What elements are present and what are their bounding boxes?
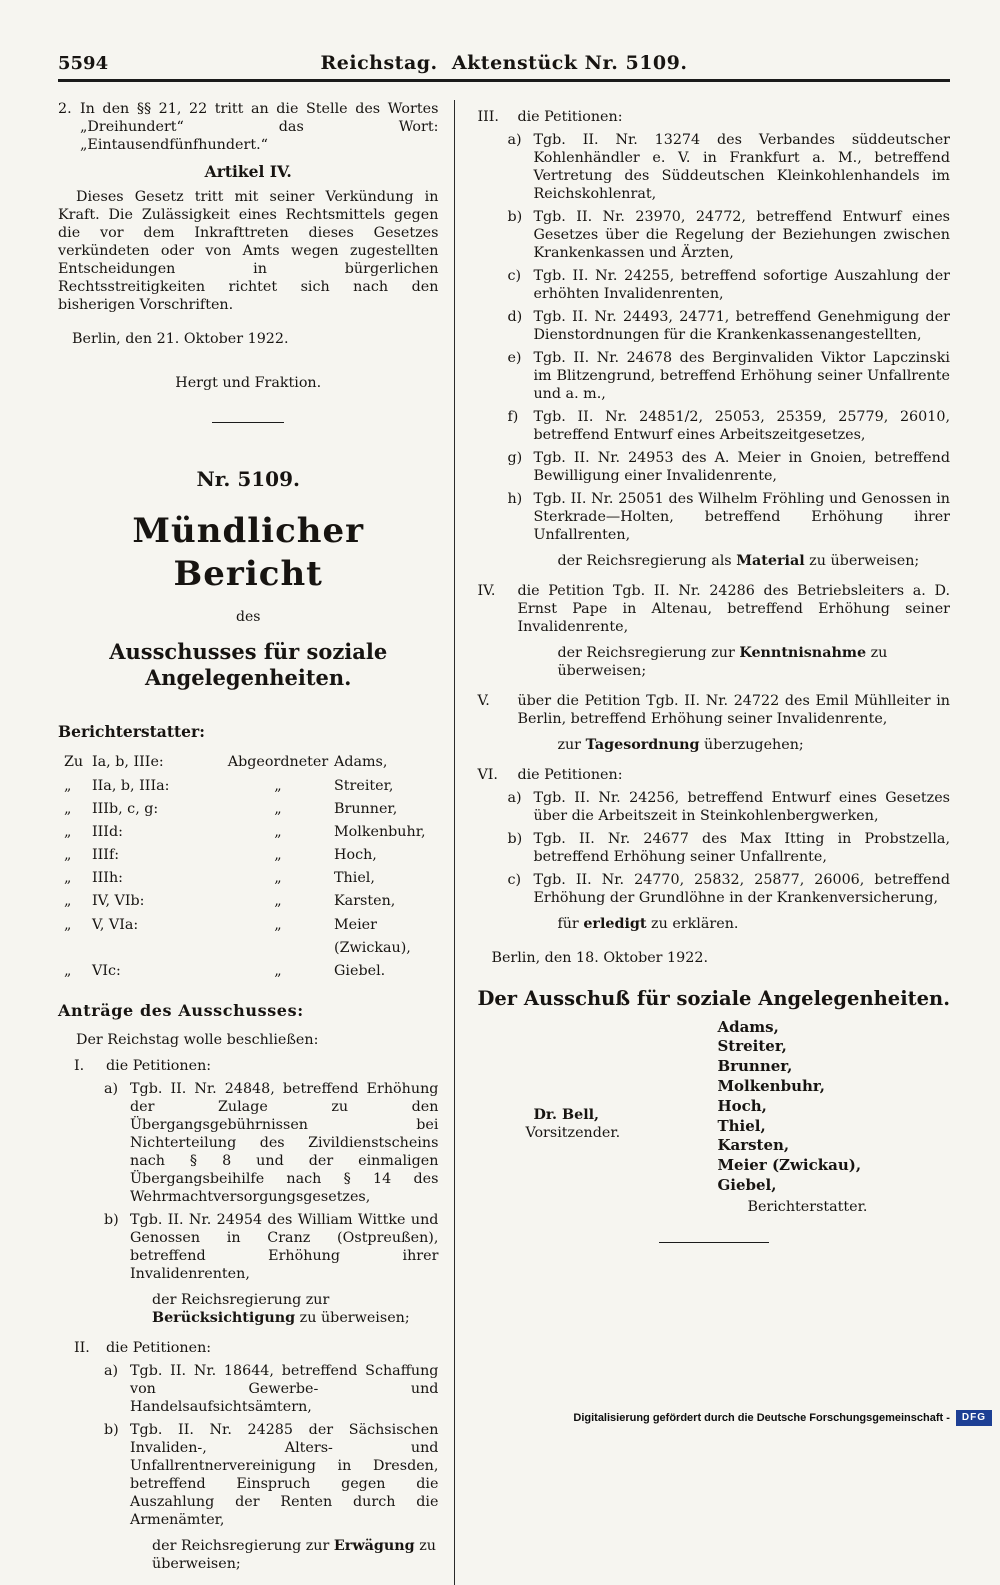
item-marker: g) [507,450,523,466]
chairman-signature [477,1018,717,1216]
item-marker: b) [507,209,523,225]
rapporteur-title: „ [274,916,282,933]
item-marker: 2. [58,101,72,117]
scan-footer [0,1410,992,1426]
rapporteur-name: Meier (Zwickau), [334,916,411,956]
separator-rule [212,422,284,423]
petition-item [507,490,950,544]
rapporteur-table [64,751,438,983]
section-title: die Petitionen: [106,1340,212,1357]
item-marker: a) [507,790,522,806]
dfg-logo: DFG [956,1410,992,1426]
section-text: die Petition Tgb. II. Nr. 24286 des Betriebsleiters a. D. Ernst Pape in Altenau, betreffend Erhöhung seiner Invalidenrente, [517,583,950,635]
rapporteur-name: Molkenbuhr, [334,823,426,840]
page-header [58,52,950,82]
resolution-pre: der Reichsregierung zur [152,1538,334,1555]
resolution-pre: zur [557,737,586,753]
section-number: VI. [477,767,498,783]
rapporteur-scope: IIa, b, IIIa: [92,777,170,794]
rapporteur-scope: IIIb, c, g: [92,800,159,817]
separator-rule-bottom [659,1242,769,1243]
resolution-emphasis: Erwägung [333,1538,415,1555]
petition-item [507,789,950,825]
rapporteur-scope: IIIf: [92,847,120,864]
rapporteur-name: Giebel. [334,962,386,979]
rapporteur-title: „ [274,823,282,840]
resolution-pre: der Reichsregierung zur [152,1292,330,1309]
resolution-pre: für [557,916,584,932]
rapporteur-heading: Berichterstatter: [58,721,205,741]
ditto-mark: „ [64,847,72,864]
rapporteur-name: Hoch, [334,847,377,864]
ditto-mark: „ [64,916,72,933]
section-title: die Petitionen: [106,1058,212,1075]
section-iii-items [507,131,950,544]
section-ii-resolution [152,1537,438,1573]
rapporteur-row [64,798,438,821]
section-title: die Petitionen: [517,109,623,125]
section-vi-heading [477,766,950,784]
section-number: IV. [477,583,496,599]
rapporteur-scope: VIc: [92,962,121,979]
ditto-mark: „ [64,777,72,794]
section-i-resolution [152,1291,438,1327]
section-iv [477,582,950,636]
resolution-post: überzugehen; [699,737,804,753]
rapporteur-name: Brunner, [334,800,398,817]
beschluss-intro: Der Reichstag wolle beschließen: [76,1032,319,1049]
petition-item [507,308,950,344]
item-text: Tgb. II. Nr. 23970, 24772, betreffend Entwurf eines Gesetzes über die Regelung der Beziehungen zwischen Krankenkassen und Ärzten, [533,209,950,261]
item-text: Tgb. II. Nr. 24848, betreffend Erhöhung der Zulage zu den Übergangsgebührnissen bei Nichterteilung des Zivildienstscheins nach § 8 und der einmaligen Übergangsbeihilfe nach § 14 des Wehrmachtversorgungsgesetzes, [130,1081,439,1206]
section-vi-resolution [557,915,950,933]
item-text: Tgb. II. Nr. 24285 der Sächsischen Invaliden-, Alters- und Unfallrentnervereinigung in Dresden, betreffend Einspruch gegen die Auszahlung der Renten durch die Armenämter, [130,1422,439,1529]
rapporteur-name: Karsten, [334,893,396,910]
resolution-pre: der Reichsregierung als [557,553,737,569]
petition-item [507,131,950,203]
petition-item [507,408,950,444]
item-text: Tgb. II. Nr. 24255, betreffend sofortige Auszahlung der erhöhten Invalidenrenten, [533,268,950,302]
amendment-item-2 [58,100,438,154]
section-ii-items [104,1362,438,1529]
section-iii-heading [477,108,950,126]
ditto-mark: Zu [64,754,84,771]
signatory: Molkenbuhr, [717,1076,825,1095]
section-number: V. [477,693,490,709]
artikel-iv-text: Dieses Gesetz tritt mit seiner Verkündung in Kraft. Die Zulässigkeit eines Rechtsmittels gegen die vor dem Inkrafttreten dieses Gesetzes verkündeten oder von Amts wegen zugestellten Entscheidungen in bürgerlichen Rechtsstreitigkeiten richtet sich nach den bisherigen Vorschriften. [58,188,439,313]
signatory: Karsten, [717,1136,790,1155]
section-number: I. [74,1058,85,1075]
signatory: Thiel, [717,1116,766,1135]
item-text: Tgb. II. Nr. 25051 des Wilhelm Fröhling und Genossen in Sterkrade—Holten, betreffend Erhöhung ihrer Unfallrenten, [533,491,950,543]
petition-item [507,449,950,485]
rapporteur-row [64,775,438,798]
resolution-post: zu überweisen; [152,1538,436,1573]
petition-item [104,1421,438,1529]
petition-item [104,1080,438,1206]
section-iii-resolution [557,552,950,570]
rapporteur-title: „ [274,870,282,887]
rapporteur-row [64,890,438,913]
resolution-pre: der Reichsregierung zur [557,645,740,661]
rapporteur-scope: V, VIa: [92,916,139,933]
section-v [477,692,950,728]
item-marker: b) [507,831,523,847]
rapporteur-title: „ [274,847,282,864]
petition-item [507,830,950,866]
rapporteur-scope: IIId: [92,823,123,840]
fraktion-signature: Hergt und Fraktion. [175,374,322,391]
section-number: III. [477,109,499,125]
item-marker: d) [507,309,523,325]
item-text: Tgb. II. Nr. 24954 des William Wittke und Genossen in Cranz (Ostpreußen), betreffend Erhöhung ihrer Invalidenrenten, [130,1212,439,1283]
item-marker: a) [104,1363,119,1380]
petition-item [507,349,950,403]
item-text: Tgb. II. Nr. 24953 des A. Meier in Gnoien, betreffend Bewilligung einer Invalidenrente, [533,450,950,484]
petition-item [507,208,950,262]
signatory: Meier (Zwickau), [717,1156,862,1175]
item-text: Tgb. II. Nr. 24851/2, 25053, 25359, 25779, 26010, betreffend Entwurf eines Arbeitszeitgesetzes, [533,409,950,443]
ditto-mark: „ [64,800,72,817]
resolution-post: zu überweisen; [295,1310,410,1327]
chairman-name: Dr. Bell, [533,1106,600,1123]
section-text: über die Petition Tgb. II. Nr. 24722 des Emil Mühlleiter in Berlin, betreffend Erhöhung seiner Invalidenrente, [517,693,950,727]
chairman-role: Vorsitzender. [525,1124,621,1141]
item-marker: f) [507,409,519,425]
signatories-role: Berichterstatter. [747,1198,868,1215]
signatory: Brunner, [717,1057,793,1076]
report-subtitle: Ausschusses für soziale Angelegenheiten. [109,638,388,691]
item-text: Tgb. II. Nr. 24493, 24771, betreffend Genehmigung der Dienstordnungen für die Krankenkassenangestellten, [533,309,950,343]
item-text: Tgb. II. Nr. 24256, betreffend Entwurf eines Gesetzes über die Arbeitszeit in Steinkohlenbergwerken, [533,790,950,824]
rapporteur-row [64,751,438,774]
signatory: Hoch, [717,1096,767,1115]
item-marker: c) [507,268,522,284]
rapporteur-row [64,821,438,844]
rapporteur-title: „ [274,893,282,910]
item-marker: a) [104,1081,119,1098]
item-text: Tgb. II. Nr. 24678 des Berginvaliden Viktor Lapczinski im Blitzengrund, betreffend Erhöhung seiner Unfallrente und a. m., [533,350,950,402]
rapporteur-title: „ [274,962,282,979]
petition-item [104,1362,438,1416]
item-marker: e) [507,350,522,366]
resolution-emphasis: Tagesordnung [585,737,700,753]
dateline-left: Berlin, den 21. Oktober 1922. [72,330,289,347]
petition-item [507,871,950,907]
header-title: Reichstag. Aktenstück Nr. 5109. [320,52,688,74]
item-text: Tgb. II. Nr. 13274 des Verbandes süddeutscher Kohlenhändler e. V. in Frankfurt a. M., betreffend Vertretung des Süddeutschen Kleinkohlenhandels im Reichskohlenrat, [533,132,950,202]
report-connector: des [236,609,261,626]
signatory: Streiter, [717,1037,787,1056]
committee-closing: Der Ausschuß für soziale Angelegenheiten. [477,987,950,1010]
section-i-items [104,1080,438,1283]
signatories-list [717,1018,950,1216]
resolution-emphasis: erledigt [583,916,647,932]
item-marker: h) [507,491,523,507]
item-marker: c) [507,872,522,888]
ditto-mark: „ [64,962,72,979]
rapporteur-row [64,914,438,960]
section-vi-items [507,789,950,907]
item-text: In den §§ 21, 22 tritt an die Stelle des Wortes „Dreihundert“ das Wort: „Eintausendfünfhundert.“ [80,101,439,153]
rapporteur-scope: IV, VIb: [92,893,145,910]
item-text: Tgb. II. Nr. 24677 des Max Itting in Probstzella, betreffend Erhöhung seiner Unfallrente, [533,831,950,865]
signature-block [477,1018,950,1216]
artikel-iv-heading: Artikel IV. [204,162,292,181]
rapporteur-name: Adams, [334,754,388,771]
section-iv-resolution [557,644,950,680]
section-ii-heading [58,1339,438,1357]
ditto-mark: „ [64,893,72,910]
dateline-right: Berlin, den 18. Oktober 1922. [491,950,708,966]
resolution-post: zu erklären. [646,916,739,932]
rapporteur-name: Thiel, [334,870,375,887]
rapporteur-title: Abgeordneter [227,754,329,771]
rapporteur-title: „ [274,800,282,817]
rapporteur-title: „ [274,777,282,794]
item-text: Tgb. II. Nr. 24770, 25832, 25877, 26006, betreffend Erhöhung der Grundlöhne in der Krankenversicherung, [533,872,950,906]
resolution-emphasis: Material [736,553,805,569]
page-number: 5594 [58,53,109,74]
rapporteur-row [64,960,438,983]
item-marker: b) [104,1422,119,1439]
right-column [455,100,950,1585]
antraege-heading: Anträge des Ausschusses: [58,1000,304,1020]
resolution-post: zu überweisen; [804,553,920,569]
resolution-emphasis: Berücksichtigung [152,1310,296,1327]
petition-item [507,267,950,303]
item-marker: b) [104,1212,119,1229]
rapporteur-name: Streiter, [334,777,394,794]
item-text: Tgb. II. Nr. 18644, betreffend Schaffung von Gewerbe- und Handelsaufsichtsämtern, [130,1363,439,1416]
left-column [58,100,454,1585]
ditto-mark: „ [64,823,72,840]
two-column-layout [58,100,950,1585]
section-i-heading [58,1057,438,1075]
rapporteur-row [64,867,438,890]
report-number: Nr. 5109. [196,466,300,491]
item-marker: a) [507,132,522,148]
ditto-mark: „ [64,870,72,887]
signatory: Adams, [717,1017,779,1036]
section-v-resolution [557,736,950,754]
signatory: Giebel, [717,1175,777,1194]
rapporteur-scope: Ia, b, IIIe: [92,754,164,771]
digitization-credit: Digitalisierung gefördert durch die Deutsche Forschungsgemeinschaft - [573,1412,950,1424]
petition-item [104,1211,438,1283]
section-number: II. [74,1340,90,1357]
section-title: die Petitionen: [517,767,623,783]
rapporteur-row [64,844,438,867]
rapporteur-scope: IIIh: [92,870,123,887]
resolution-emphasis: Kenntnisnahme [739,645,867,661]
report-title: Mündlicher Bericht [132,510,365,594]
resolution-post: zu überweisen; [557,645,888,679]
